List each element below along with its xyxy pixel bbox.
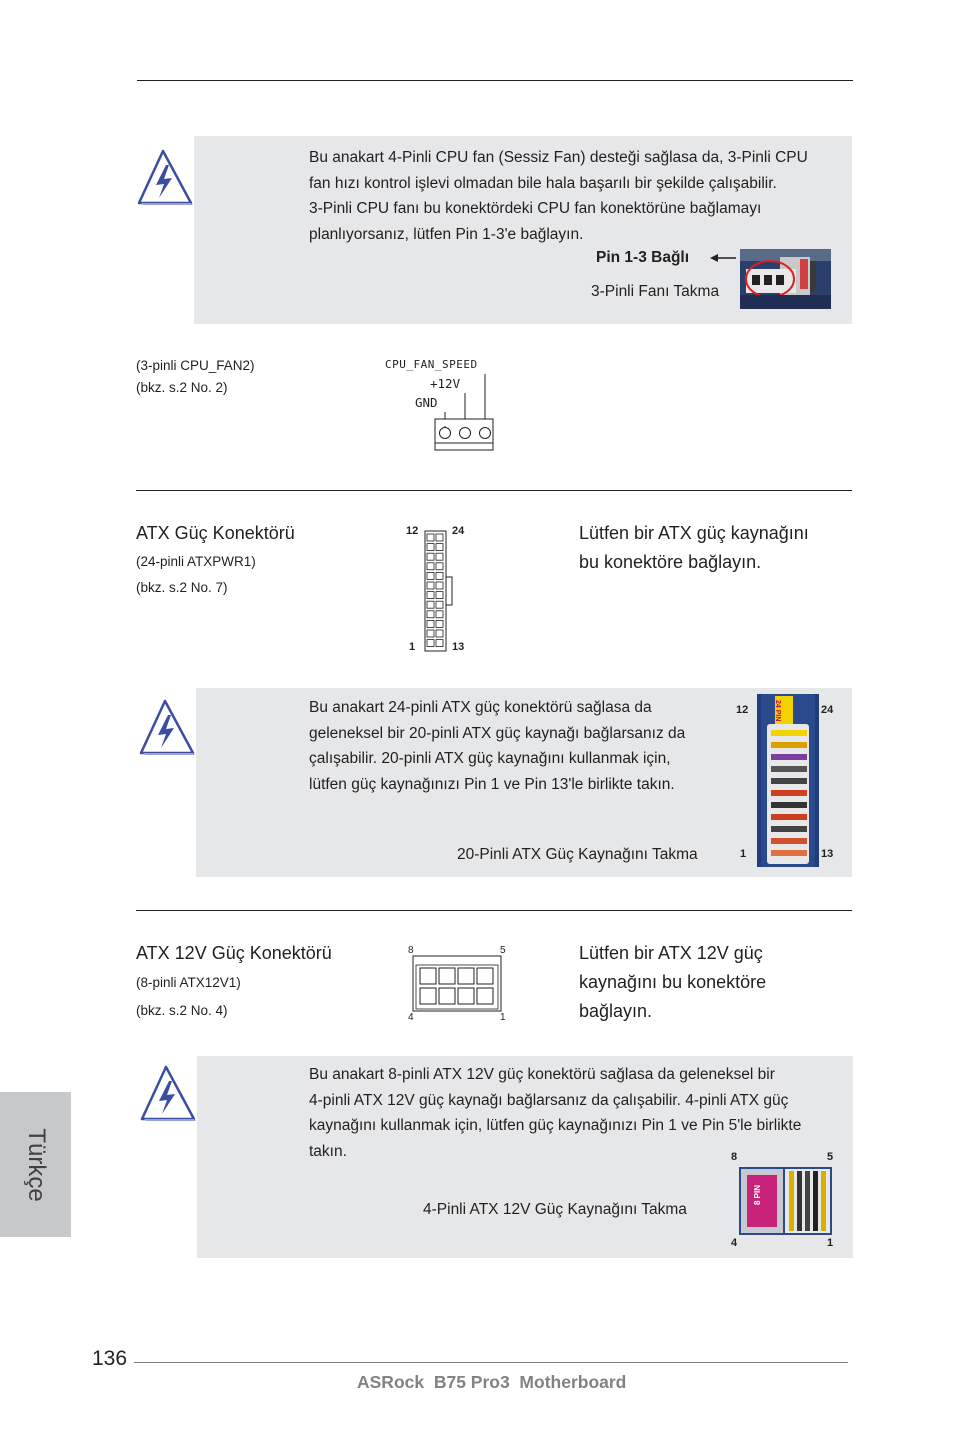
pin-label: 13: [452, 641, 465, 653]
warning3-text: [309, 1062, 851, 1164]
atx12v-desc: [579, 939, 766, 1026]
pin-label: 24: [821, 704, 834, 716]
connector-pin: [427, 582, 434, 589]
desc-line: Lütfen bir ATX güç kaynağını: [579, 523, 809, 543]
warning1-caption: 3-Pinli Fanı Takma: [591, 283, 720, 300]
pin-label: 5: [500, 945, 506, 956]
connector-pin: [436, 553, 443, 560]
atx12v-sub2: (bkz. s.2 No. 4): [136, 1003, 228, 1018]
pin-connected-label: Pin 1-3 Bağlı: [596, 249, 690, 266]
atx-power-sub2: (bkz. s.2 No. 7): [136, 580, 228, 595]
connector-pin: [427, 572, 434, 579]
atx12v-sub1: (8-pinli ATX12V1): [136, 975, 241, 990]
connector-pin: [436, 611, 443, 618]
pin-label: 1: [740, 848, 747, 860]
connector-pin: [427, 553, 434, 560]
warning2-caption: 20-Pinli ATX Güç Kaynağını Takma: [457, 846, 698, 863]
text-line: fan hızı kontrol işlevi olmadan bile hala başarılı bir şekilde çalışabilir.: [309, 174, 777, 192]
gnd-label: GND: [415, 395, 438, 410]
connector-pin: [436, 582, 443, 589]
arrow-left-icon: [709, 251, 737, 265]
connector-pin: [436, 572, 443, 579]
fan-connector-photo: [740, 249, 831, 309]
pin-label: 4: [408, 1012, 414, 1023]
photo-text: 24 PIN: [774, 700, 781, 722]
connector-pin: [427, 640, 434, 647]
text-line: çalışabilir. 20-pinli ATX güç kaynağını kullanmak için,: [309, 750, 671, 767]
text-line: kaynağını kullanmak için, lütfen güç kaynağınızı Pin 1 ve Pin 5'le birlikte: [309, 1117, 802, 1134]
connector-pin: [427, 630, 434, 637]
section-divider: [136, 910, 852, 911]
pin-label: 5: [827, 1151, 834, 1163]
text-line: 4-pinli ATX 12V güç kaynağı bağlarsanız da çalışabilir. 4-pinli ATX güç: [309, 1091, 789, 1109]
pin-label: 8: [731, 1151, 738, 1163]
connector-pin: [436, 544, 443, 551]
pin-label: 24: [452, 525, 465, 537]
text-line: 3-Pinli CPU fanı bu konektördeki CPU fan konektörüne bağlamayı: [309, 200, 762, 217]
warning1-text: [309, 145, 854, 247]
cpu-fan2-line2: (bkz. s.2 No. 2): [136, 380, 228, 395]
connector-pin: [427, 592, 434, 599]
pin-label: 13: [821, 848, 834, 860]
page-number: 136: [92, 1347, 128, 1370]
photo-text: 8 PIN: [753, 1185, 762, 1206]
pin-label: 8: [408, 945, 414, 956]
connector-pin: [427, 601, 434, 608]
language-tab: [0, 1092, 71, 1237]
text-line: geleneksel bir 20-pinli ATX güç kaynağı bağlarsanız da: [309, 724, 686, 742]
text-line: Bu anakart 4-Pinli CPU fan (Sessiz Fan) desteği sağlasa da, 3-Pinli CPU: [309, 149, 808, 166]
pin-label: 12: [736, 704, 749, 716]
warning-icon: [135, 148, 195, 206]
text-line: planlıyorsanız, lütfen Pin 1-3'e bağlayın.: [309, 225, 584, 243]
connector-pin: [427, 620, 434, 627]
pin-label: 1: [409, 641, 416, 653]
warning3-caption: 4-Pinli ATX 12V Güç Kaynağını Takma: [423, 1201, 687, 1218]
section-divider: [136, 490, 852, 491]
connector-pin: [436, 630, 443, 637]
desc-line: bağlayın.: [579, 1001, 653, 1021]
atx12v-connector-icon: [412, 955, 504, 1013]
warning-icon: [138, 1064, 198, 1122]
warning2-text: [309, 695, 729, 797]
connector-pin: [436, 640, 443, 647]
connector-pin: [427, 611, 434, 618]
fan-header-icon: [384, 356, 496, 460]
cpu-fan2-line1: (3-pinli CPU_FAN2): [136, 358, 255, 373]
language-tab-label: Türkçe: [22, 1127, 50, 1202]
connector-pin: [427, 534, 434, 541]
text-line: lütfen güç kaynağınızı Pin 1 ve Pin 13'le birlikte takın.: [309, 775, 675, 793]
connector-pin: [436, 601, 443, 608]
pin-label: 1: [500, 1012, 506, 1023]
connector-pin: [427, 544, 434, 551]
cpu-fan-diagram: [384, 356, 496, 460]
text-line: Bu anakart 24-pinli ATX güç konektörü sağlasa da: [309, 699, 652, 716]
text-line: Bu anakart 8-pinli ATX 12V güç konektörü sağlasa da geleneksel bir: [309, 1066, 775, 1083]
fan-speed-label: CPU_FAN_SPEED: [385, 358, 478, 371]
connector-pin: [436, 534, 443, 541]
connector-pin: [436, 620, 443, 627]
atx24-photo: [757, 694, 819, 867]
desc-line: Lütfen bir ATX 12V güç: [579, 943, 763, 963]
atx-power-sub1: (24-pinli ATXPWR1): [136, 554, 256, 569]
atx12v-title: ATX 12V Güç Konektörü: [136, 943, 332, 963]
connector-pin: [436, 563, 443, 570]
atx24-connector-icon: [423, 529, 457, 653]
connector-pin: [427, 563, 434, 570]
connector-pin: [436, 592, 443, 599]
warning-icon: [137, 698, 197, 756]
atx12v-photo: [739, 1167, 832, 1235]
plus12v-label: +12V: [430, 376, 461, 391]
pin-label: 4: [731, 1237, 738, 1249]
footer-rule: [134, 1362, 848, 1363]
text-line: takın.: [309, 1142, 347, 1160]
atx-power-title: ATX Güç Konektörü: [136, 523, 295, 543]
pin-label: 12: [406, 525, 419, 537]
top-rule: [137, 80, 853, 81]
pin-label: 1: [827, 1237, 834, 1249]
footer-brand: ASRock B75 Pro3 Motherboard: [357, 1372, 627, 1392]
desc-line: bu konektöre bağlayın.: [579, 552, 762, 572]
atx-power-desc: [579, 519, 809, 577]
desc-line: kaynağını bu konektöre: [579, 972, 767, 992]
